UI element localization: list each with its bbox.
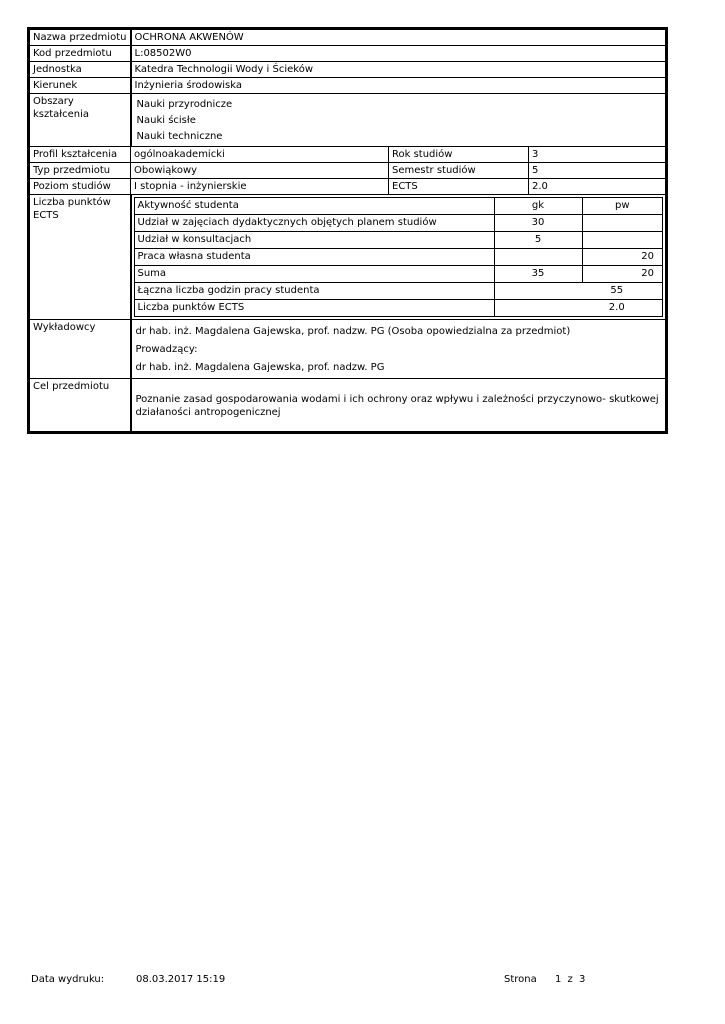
ects-total-points-label: Liczba punktów ECTS (134, 300, 494, 317)
print-date-value: 08.03.2017 15:19 (136, 974, 226, 985)
profile-value: ogólnoakademicki (131, 147, 389, 163)
ects-row-activity: Praca własna studenta (134, 249, 494, 266)
area-item: Nauki ścisłe (136, 115, 196, 126)
ects-label: ECTS (389, 179, 529, 195)
ects-points-label-line1: Liczba punktów (33, 197, 111, 208)
ects-row-pw (582, 215, 663, 232)
goal-label: Cel przedmiotu (30, 379, 131, 432)
ects-row-activity: Udział w konsultacjach (134, 232, 494, 249)
goal-text-line2: działaności antropogenicznej (135, 407, 281, 418)
semester-label: Semestr studiów (389, 163, 529, 179)
profile-label: Profil kształcenia (30, 147, 131, 163)
row-unit (30, 62, 666, 78)
ects-value: 2.0 (529, 179, 666, 195)
ects-total-hours-label: Łączna liczba godzin pracy studenta (134, 283, 494, 300)
print-date-label: Data wydruku: (31, 974, 105, 985)
unit-label: Jednostka (30, 62, 131, 78)
goal-text-line1: Poznanie zasad gospodarowania wodami i ich ochrony oraz wpływu i zależności przyczynowo- skutkowej (135, 394, 659, 405)
row-profile (30, 147, 666, 163)
year-value: 3 (529, 147, 666, 163)
subject-name-label: Nazwa przedmiotu (30, 30, 131, 46)
lecturers-values (131, 320, 666, 379)
ects-row-pw (582, 232, 663, 249)
ects-row-pw: 20 (582, 266, 663, 283)
level-label: Poziom studiów (30, 179, 131, 195)
areas-label-line2: kształcenia (33, 109, 90, 120)
ects-total-points-value: 2.0 (494, 300, 663, 317)
row-areas (30, 94, 666, 147)
direction-value: Inżynieria środowiska (131, 78, 666, 94)
row-direction (30, 78, 666, 94)
ects-header-gk: gk (494, 198, 582, 215)
row-level (30, 179, 666, 195)
ects-row-activity: Udział w zajęciach dydaktycznych objętych planem studiów (134, 215, 494, 232)
page-label: Strona (504, 974, 537, 985)
ects-table (134, 197, 664, 317)
row-goal (30, 379, 666, 432)
areas-label-line1: Obszary (33, 96, 74, 107)
areas-label (30, 94, 131, 147)
lecturers-label: Wykładowcy (30, 320, 131, 379)
areas-values (131, 94, 666, 147)
direction-label: Kierunek (30, 78, 131, 94)
subject-code-value: L:08502W0 (131, 46, 666, 62)
ects-row-activity: Suma (134, 266, 494, 283)
row-lecturers (30, 320, 666, 379)
ects-header-pw: pw (582, 198, 663, 215)
syllabus-card (27, 27, 668, 434)
type-label: Typ przedmiotu (30, 163, 131, 179)
type-value: Obowiąkowy (131, 163, 389, 179)
area-item: Nauki przyrodnicze (136, 99, 233, 110)
ects-points-label-line2: ECTS (33, 210, 59, 221)
page-number: 1 z 3 (555, 974, 586, 985)
ects-row (134, 215, 663, 232)
lecturer-leader: dr hab. inż. Magdalena Gajewska, prof. nadzw. PG (135, 362, 385, 373)
ects-header-row (134, 198, 663, 215)
ects-total-hours-value: 55 (494, 283, 663, 300)
level-value: I stopnia - inżynierskie (131, 179, 389, 195)
subject-name-value: OCHRONA AKWENÓW (131, 30, 666, 46)
ects-total-points-row (134, 300, 663, 317)
ects-points-label (30, 195, 131, 320)
ects-row-gk (494, 249, 582, 266)
year-label: Rok studiów (389, 147, 529, 163)
ects-row (134, 249, 663, 266)
syllabus-table (29, 29, 666, 432)
ects-points-cell (131, 195, 666, 320)
row-subject-code (30, 46, 666, 62)
row-type (30, 163, 666, 179)
ects-row-gk: 35 (494, 266, 582, 283)
ects-row-gk: 30 (494, 215, 582, 232)
lecturer-responsible: dr hab. inż. Magdalena Gajewska, prof. nadzw. PG (Osoba opowiedzialna za przedmiot) (135, 326, 571, 337)
subject-code-label: Kod przedmiotu (30, 46, 131, 62)
ects-header-activity: Aktywność studenta (134, 198, 494, 215)
row-subject-name (30, 30, 666, 46)
goal-text (131, 379, 666, 432)
ects-total-hours-row (134, 283, 663, 300)
area-item: Nauki techniczne (136, 131, 223, 142)
ects-row-gk: 5 (494, 232, 582, 249)
ects-row (134, 232, 663, 249)
ects-row (134, 266, 663, 283)
ects-row-pw: 20 (582, 249, 663, 266)
row-ects-points (30, 195, 666, 320)
leaders-label: Prowadzący: (135, 344, 198, 355)
semester-value: 5 (529, 163, 666, 179)
unit-value: Katedra Technologii Wody i Ścieków (131, 62, 666, 78)
